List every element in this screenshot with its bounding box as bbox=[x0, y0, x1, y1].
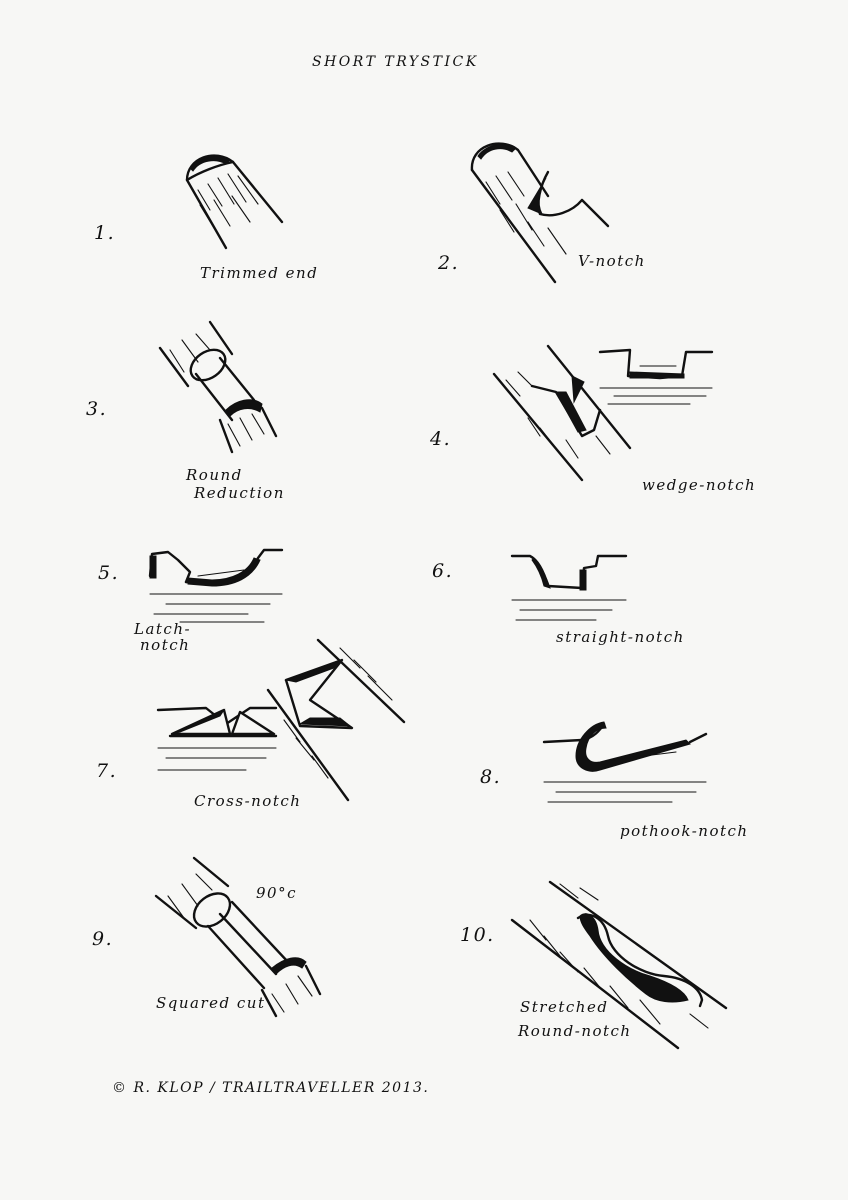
item-label: straight-notch bbox=[556, 628, 685, 646]
page-title: SHORT TRYSTICK bbox=[312, 54, 479, 70]
item-number: 8. bbox=[480, 766, 502, 788]
item-number: 5. bbox=[98, 562, 120, 584]
latch-notch-sketch bbox=[150, 550, 282, 622]
item-number: 10. bbox=[460, 924, 495, 946]
item-label: Stretched bbox=[520, 998, 609, 1016]
item-number: 7. bbox=[96, 760, 118, 782]
round-reduction-sketch bbox=[160, 322, 276, 452]
cross-notch-sketch bbox=[158, 640, 404, 800]
item-label: Cross-notch bbox=[194, 792, 302, 810]
item-label: pothook-notch bbox=[620, 822, 749, 840]
item-label: V-notch bbox=[578, 252, 646, 270]
item-number: 1. bbox=[94, 222, 116, 244]
item-label: Latch- bbox=[134, 620, 192, 638]
trimmed-end-sketch bbox=[187, 156, 282, 248]
item-label: Round-notch bbox=[518, 1022, 632, 1040]
item-number: 9. bbox=[92, 928, 114, 950]
copyright-footer: © R. KLOP / TRAILTRAVELLER 2013. bbox=[112, 1080, 430, 1096]
item-label: Reduction bbox=[194, 484, 285, 502]
item-number: 4. bbox=[430, 428, 452, 450]
straight-notch-sketch bbox=[512, 556, 626, 620]
item-label: wedge-notch bbox=[642, 476, 757, 494]
pothook-notch-sketch bbox=[544, 722, 706, 802]
item-number: 6. bbox=[432, 560, 454, 582]
squared-cut-sketch bbox=[156, 858, 320, 1016]
angle-annotation: 90°c bbox=[256, 884, 297, 902]
item-number: 2. bbox=[438, 252, 460, 274]
item-label: Squared cut bbox=[156, 994, 266, 1012]
item-label: notch bbox=[140, 636, 191, 654]
wedge-notch-sketch bbox=[494, 346, 712, 480]
item-label: Round bbox=[186, 466, 243, 484]
item-label: Trimmed end bbox=[200, 264, 319, 282]
item-number: 3. bbox=[86, 398, 108, 420]
